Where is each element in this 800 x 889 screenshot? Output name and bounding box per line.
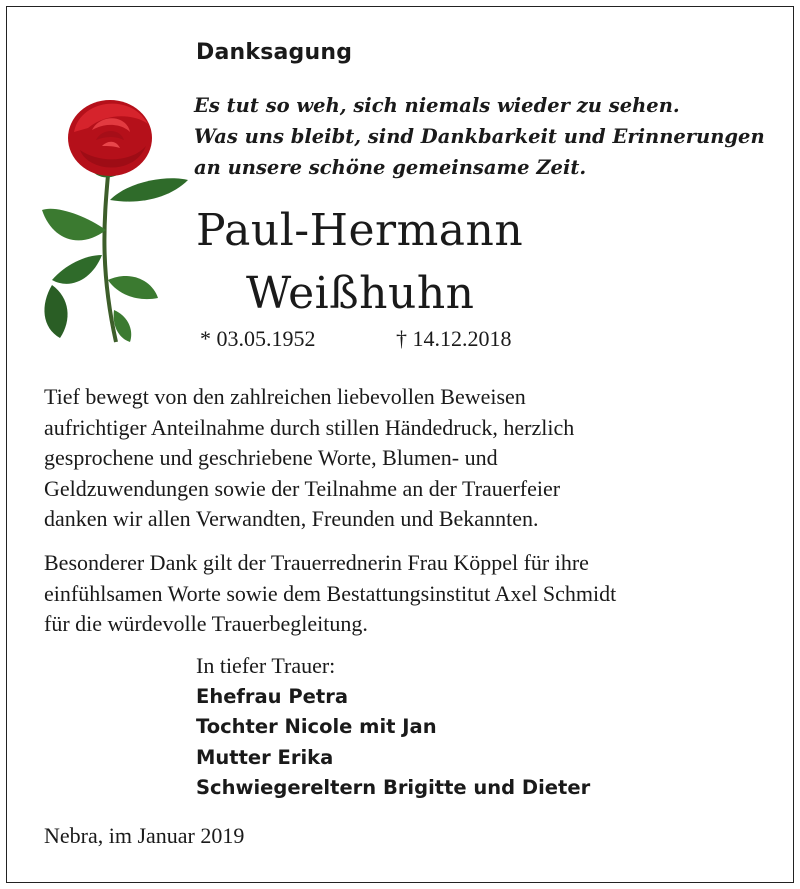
place-and-date: Nebra, im Januar 2019 (44, 823, 245, 848)
paragraph-line: Tief bewegt von den zahlreichen liebevollen Beweisen (44, 384, 526, 409)
death-date: † 14.12.2018 (396, 326, 512, 351)
paragraph-line: danken wir allen Verwandten, Freunden und Bekannten. (44, 506, 539, 531)
thanks-paragraph (44, 382, 764, 535)
mourner-name: Schwiegereltern Brigitte und Dieter (196, 776, 591, 799)
rose-icon (30, 80, 190, 350)
memorial-quote (194, 90, 774, 183)
paragraph-line: einfühlsamen Worte sowie dem Bestattungsinstitut Axel Schmidt (44, 580, 617, 606)
quote-line: an unsere schöne gemeinsame Zeit. (194, 156, 587, 179)
birth-date: * 03.05.1952 (200, 326, 316, 351)
quote-line: Es tut so weh, sich niemals wieder zu sehen. (194, 94, 680, 117)
deceased-first-name: Paul-Hermann (196, 205, 524, 256)
mourner-name: Mutter Erika (196, 745, 334, 769)
mourner-name: Tochter Nicole mit Jan (196, 715, 437, 738)
special-thanks-paragraph (44, 548, 764, 640)
deceased-last-name: Weißhuhn (246, 268, 475, 319)
mourners-signature (196, 651, 590, 804)
quote-line: Was uns bleibt, sind Dankbarkeit und Erinnerungen (194, 125, 765, 148)
notice-heading: Danksagung (196, 40, 353, 65)
paragraph-line: Geldzuwendungen sowie der Teilnahme an der Trauerfeier (44, 475, 561, 501)
paragraph-line: für die würdevolle Trauerbegleitung. (44, 611, 368, 636)
paragraph-line: Besonderer Dank gilt der Trauerrednerin Frau Köppel für ihre (44, 550, 589, 575)
paragraph-line: gesprochene und geschriebene Worte, Blumen- und (44, 445, 498, 470)
signature-intro: In tiefer Trauer: (196, 653, 336, 678)
mourner-name: Ehefrau Petra (196, 684, 348, 708)
paragraph-line: aufrichtiger Anteilnahme durch stillen Händedruck, herzlich (44, 414, 575, 440)
